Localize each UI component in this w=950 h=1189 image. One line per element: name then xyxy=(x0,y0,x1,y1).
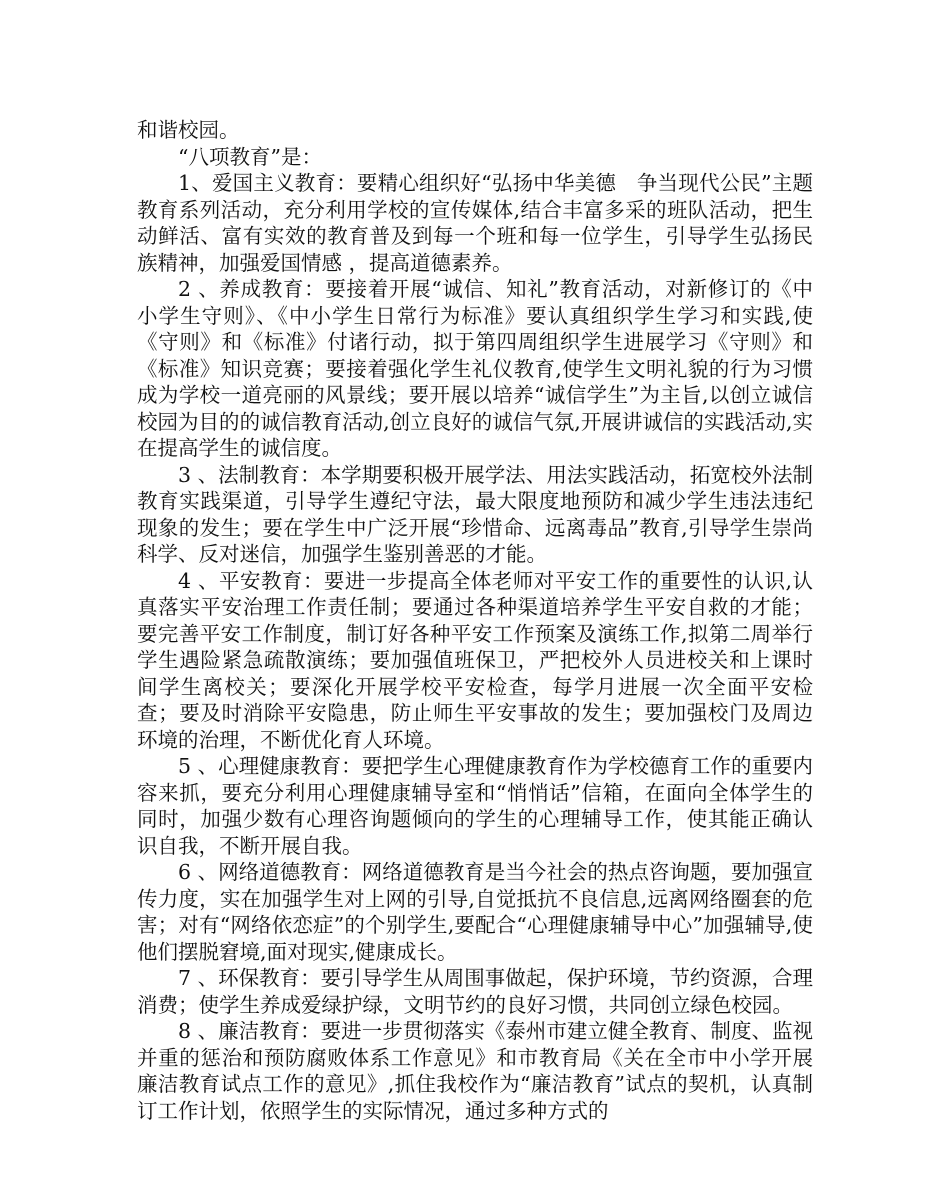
paragraph-habits: 2 、养成教育：要接着开展“诚信、知礼”教育活动，对新修订的《中小学生守则》、《中小学生日常行为标准》要认真组织学生学习和实践,使《守则》和《标准》付诸行动，拟于第四周组织学生进展学习《守则》和《标准》知识竞赛；要接着强化学生礼仪教育,使学生文明礼貌的行为习惯成为学校一道亮丽的风景线；要开展以培养“诚信学生”为主旨,以创立诚信校园为目的的诚信教育活动,创立良好的诚信气氛,开展讲诚信的实践活动,实在提高学生的诚信度。 xyxy=(137,277,813,460)
paragraph-legal: 3 、法制教育：本学期要积极开展学法、用法实践活动，拓宽校外法制教育实践渠道，引导学生遵纪守法，最大限度地预防和减少学生违法违纪现象的发生；要在学生中广泛开展“珍惜命、远离毒品”教育,引导学生崇尚科学、反对迷信，加强学生鉴别善恶的才能。 xyxy=(137,462,813,566)
document-page xyxy=(137,117,813,1124)
paragraph-integrity: 8 、廉洁教育：要进一步贯彻落实《泰州市建立健全教育、制度、监视并重的惩治和预防腐败体系工作意见》和市教育局《关在全市中小学开展廉洁教育试点工作的意见》,抓住我校作为“廉洁教育”试点的契机，认真制订工作计划，依照学生的实际情况，通过多种方式的 xyxy=(137,1019,813,1123)
paragraph-intro: “八项教育”是： xyxy=(178,144,322,169)
paragraph-mental-health: 5 、心理健康教育：要把学生心理健康教育作为学校德育工作的重要内容来抓，要充分利用心理健康辅导室和“悄悄话”信箱，在面向全体学生的同时，加强少数有心理咨询题倾向的学生的心理辅导工作，使其能正确认识自我，不断开展自我。 xyxy=(137,754,813,858)
paragraph-continuation: 和谐校园。 xyxy=(137,118,240,142)
paragraph-safety: 4 、平安教育：要进一步提高全体老师对平安工作的重要性的认识,认真落实平安治理工作责任制；要通过各种渠道培养学生平安自救的才能；要完善平安工作制度，制订好各种平安工作预案及演练工作,拟第二周举行学生遇险紧急疏散演练；要加强值班保卫，严把校外人员进校关和上课时间学生离校关；要深化开展学校平安检查，每学月进展一次全面平安检查；要及时消除平安隐患，防止师生平安事故的发生；要加强校门及周边环境的治理，不断优化育人环境。 xyxy=(137,568,813,752)
paragraph-environment: 7 、环保教育：要引导学生从周围事做起，保护环境，节约资源，合理消费；使学生养成爱绿护绿，文明节约的良好习惯，共同创立绿色校园。 xyxy=(137,966,813,1017)
paragraph-patriotism: 1、爱国主义教育：要精心组织好“弘扬中华美德 争当现代公民”主题教育系列活动，充分利用学校的宣传媒体,结合丰富多采的班队活动，把生动鲜活、富有实效的教育普及到每一个班和每一位学生，引导学生弘扬民族精神，加强爱国情感 ，提高道德素养。 xyxy=(137,171,813,275)
paragraph-internet-ethics: 6 、网络道德教育：网络道德教育是当今社会的热点咨询题，要加强宣传力度，实在加强学生对上网的引导,自觉抵抗不良信息,远离网络圈套的危害；对有“网络依恋症”的个别学生,要配合“心理健康辅导中心”加强辅导,使他们摆脱窘境,面对现实,健康成长。 xyxy=(137,860,813,964)
